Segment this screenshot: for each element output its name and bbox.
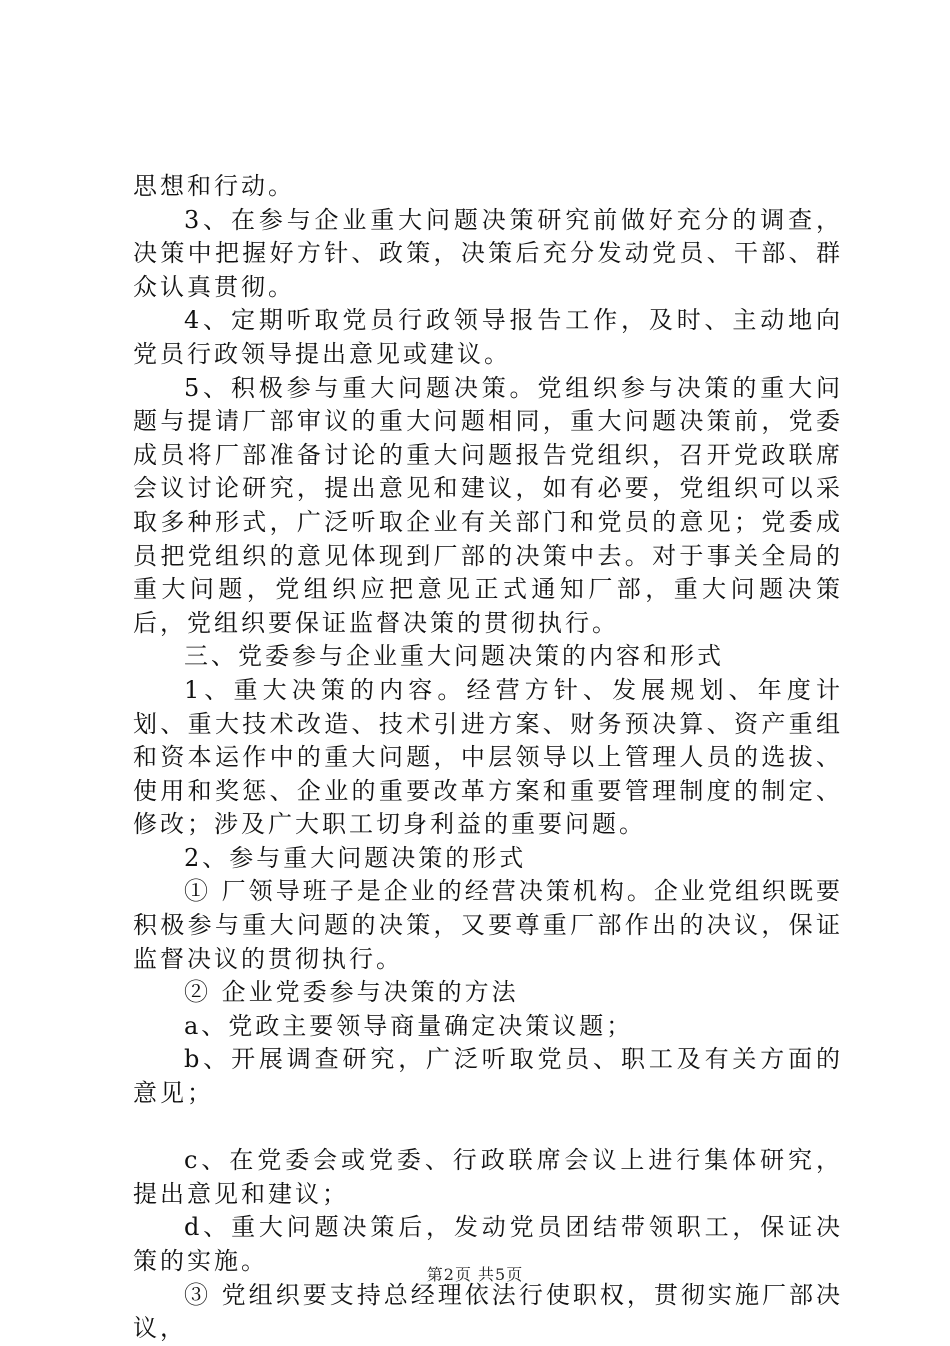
paragraph-item-3: 3、在参与企业重大问题决策研究前做好充分的调查，决策中把握好方针、政策，决策后充分发动党员、干部、群众认真贯彻。 [133, 205, 843, 301]
paragraph-method-d: d、重大问题决策后，发动党员团结带领职工，保证决策的实施。 [133, 1213, 843, 1275]
paragraph-circle-2: ② 企业党委参与决策的方法 [184, 978, 519, 1007]
page-number-label: 第2页 共5页 [426, 1265, 524, 1284]
page-footer [0, 1262, 950, 1285]
section-heading-3: 三、党委参与企业重大问题决策的内容和形式 [184, 642, 724, 671]
paragraph-item-5: 5、积极参与重大问题决策。党组织参与决策的重大问题与提请厂部审议的重大问题相同，重大问题决策前，党委成员将厂部准备讨论的重大问题报告党组织，召开党政联席会议讨论研究，提出意见和建议，如有必要，党组织可以采取多种形式，广泛听取企业有关部门和党员的意见；党委成员把党组织的意见体现到厂部的决策中去。对于事关全局的重大问题，党组织应把意见正式通知厂部，重大问题决策后，党组织要保证监督决策的贯彻执行。 [133, 373, 843, 637]
paragraph-method-b: b、开展调查研究，广泛听取党员、职工及有关方面的意见； [133, 1045, 843, 1108]
paragraph-circle-1: ① 厂领导班子是企业的经营决策机构。企业党组织既要积极参与重大问题的决策，又要尊重厂部作出的决议，保证监督决议的贯彻执行。 [133, 877, 843, 973]
paragraph-decision-form: 2、参与重大问题决策的形式 [184, 843, 527, 872]
paragraph-method-a: a、党政主要领导商量确定决策议题； [184, 1011, 634, 1040]
paragraph-continuation: 思想和行动。 [133, 172, 295, 200]
paragraph-decision-content: 1、重大决策的内容。经营方针、发展规划、年度计划、重大技术改造、技术引进方案、财务预决算、资产重组和资本运作中的重大问题，中层领导以上管理人员的选拔、使用和奖惩、企业的重要改革方案和重要管理制度的制定、修改；涉及广大职工切身利益的重要问题。 [133, 675, 843, 839]
paragraph-item-4: 4、定期听取党员行政领导报告工作，及时、主动地向党员行政领导提出意见或建议。 [133, 306, 843, 368]
paragraph-method-c: c、在党委会或党委、行政联席会议上进行集体研究，提出意见和建议； [133, 1146, 843, 1208]
blank-line [133, 1111, 843, 1145]
document-body [133, 170, 843, 1346]
paragraph-circle-3: ③ 党组织要支持总经理依法行使职权，贯彻实施厂部决议， [133, 1280, 843, 1343]
